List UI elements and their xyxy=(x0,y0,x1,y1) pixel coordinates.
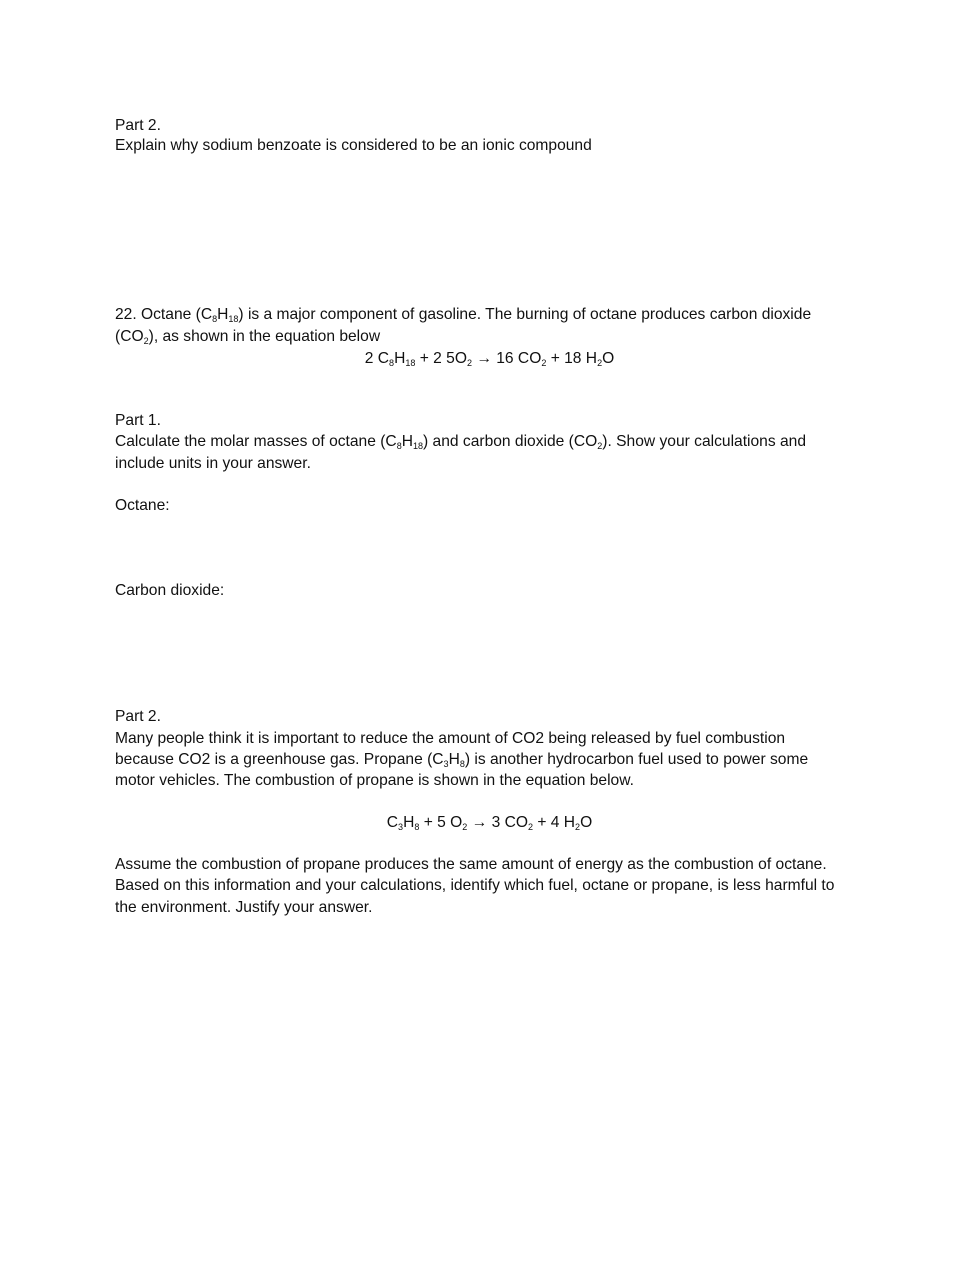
final-question-line-1: Assume the combustion of propane produces the same amount of energy as the combustion of octane. xyxy=(115,856,827,873)
part-2-heading-first: Part 2. xyxy=(115,117,161,134)
part-2-heading: Part 2. xyxy=(115,708,161,725)
octane-answer-label: Octane: xyxy=(115,497,170,514)
octane-combustion-equation: 2 $C_8H_{18} + 2$ $5O_2 \to 16$ $CO_2 + 18$ $H_2O$ xyxy=(364,350,615,369)
sodium-benzoate-question: Explain why sodium benzoate is considered to be an ionic compound xyxy=(115,137,592,154)
carbon-dioxide-answer-label: Carbon dioxide: xyxy=(115,582,225,599)
propane-combustion-equation: $C_3H_8 + 5$ $O_2 \to 3$ $CO_2 + 4$ $H_2O$ xyxy=(386,814,593,833)
q22-intro-line-2: $(CO_2)$, as shown in the equation below xyxy=(115,328,381,347)
part-1-question-line-1: Calculate the molar masses of octane $(C_8H_{18})$ and carbon dioxide $(CO_2)$. Show your calculations and xyxy=(115,433,806,452)
part-2-text-line-3: motor vehicles. The combustion of propane is shown in the equation below. xyxy=(115,772,634,789)
final-question-line-3: the environment. Justify your answer. xyxy=(115,899,373,916)
part-1-question-line-2: include units in your answer. xyxy=(115,455,311,472)
part-2-text-line-1: Many people think it is important to reduce the amount of CO2 being released by fuel combustion xyxy=(115,730,786,747)
part-1-heading: Part 1. xyxy=(115,412,161,429)
final-question-line-2: Based on this information and your calculations, identify which fuel, octane or propane, is less harmful to xyxy=(115,877,835,894)
part-2-text-line-2: because CO2 is a greenhouse gas. Propane $(C_3H_8)$ is another hydrocarbon fuel used to power some xyxy=(115,751,809,770)
q22-intro-line-1: 22. Octane $(C_8H_{18})$ is a major component of gasoline. The burning of octane produces carbon dioxide xyxy=(115,306,812,325)
